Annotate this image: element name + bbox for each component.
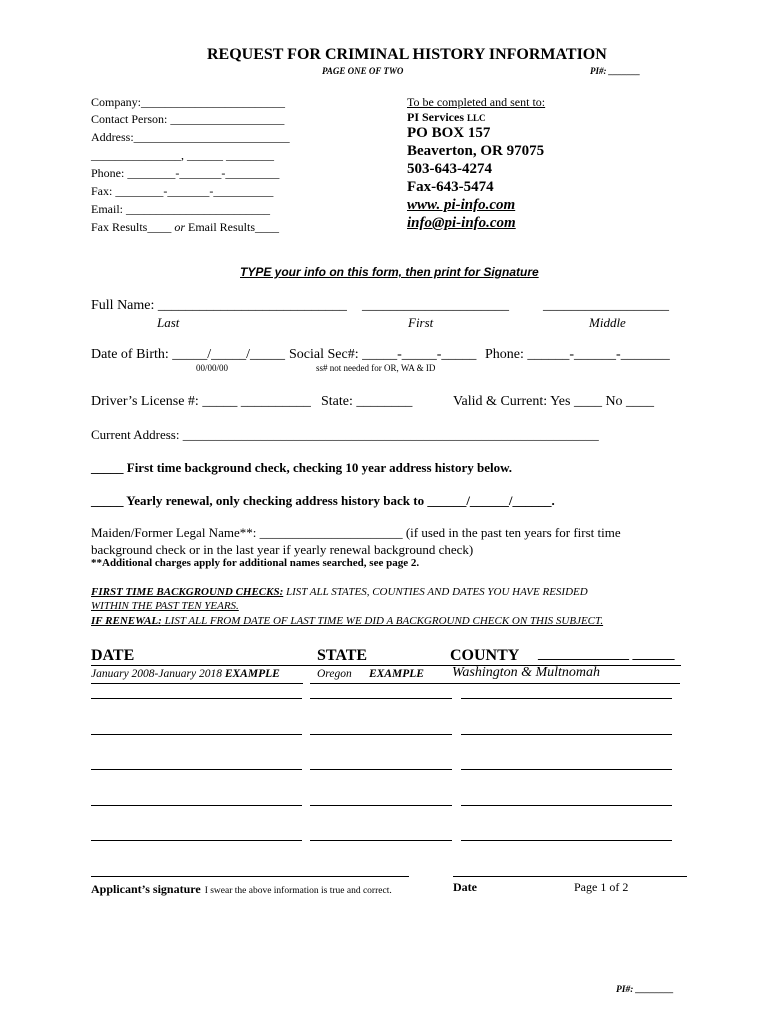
type-instruction: TYPE your info on this form, then print for Signature xyxy=(240,265,539,279)
company-field[interactable]: Company:________________________ xyxy=(91,95,285,109)
example-date-line xyxy=(91,683,303,684)
state-column-header: STATE xyxy=(317,647,368,664)
signature-label: Applicant’s signature I swear the above information is true and correct. xyxy=(91,882,392,896)
pi-number-field[interactable]: PI#: _______ xyxy=(590,66,641,76)
full-name-last-field[interactable]: Full Name: ___________________________ xyxy=(91,298,347,313)
results-preference[interactable] xyxy=(91,220,279,235)
example-state: Oregon EXAMPLE xyxy=(317,668,424,680)
full-name-middle-field[interactable]: __________________ xyxy=(543,298,669,313)
residence-date-input[interactable] xyxy=(91,769,302,770)
first-time-instruction: FIRST TIME BACKGROUND CHECKS: LIST ALL STATES, COUNTIES AND DATES YOU HAVE RESIDED xyxy=(91,586,588,598)
residence-county-input[interactable] xyxy=(461,734,672,735)
city-state: Beaverton, OR 97075 xyxy=(407,143,545,159)
residence-county-input[interactable] xyxy=(461,769,672,770)
residence-date-input[interactable] xyxy=(91,698,302,699)
county-header-underline: _____________ ______ xyxy=(538,647,675,662)
first-time-check-option[interactable]: _____ First time background check, checking 10 year address history below. xyxy=(91,460,513,475)
residence-date-input[interactable] xyxy=(91,805,302,806)
footer-pi-number[interactable]: PI#: ________ xyxy=(616,985,674,995)
residence-state-input[interactable] xyxy=(310,840,452,841)
fax-field[interactable]: Fax: ________-_______-__________ xyxy=(91,184,274,198)
office-fax: Fax-643-5474 xyxy=(407,179,494,195)
phone-field[interactable]: Phone: ________-_______-_________ xyxy=(91,166,280,180)
example-county-line xyxy=(452,683,680,684)
page-number: Page 1 of 2 xyxy=(574,880,629,894)
sent-to-label: To be completed and sent to: xyxy=(407,95,546,109)
maiden-name-note: background check or in the last year if yearly renewal background check) xyxy=(91,542,474,557)
residence-state-input[interactable] xyxy=(310,805,452,806)
first-label: First xyxy=(408,315,434,330)
residence-state-input[interactable] xyxy=(310,769,452,770)
example-date: January 2008-January 2018 EXAMPLE xyxy=(91,668,280,680)
ssn-hint: ss# not needed for OR, WA & ID xyxy=(316,363,436,373)
maiden-name-field[interactable]: Maiden/Former Legal Name**: ______________________ (if used in the past ten years for first time xyxy=(91,525,621,540)
example-state-line xyxy=(310,683,452,684)
residence-county-input[interactable] xyxy=(461,840,672,841)
renewal-instruction: IF RENEWAL: LIST ALL FROM DATE OF LAST TIME WE DID A BACKGROUND CHECK ON THIS SUBJECT. xyxy=(91,615,604,627)
date-column-header: DATE xyxy=(91,647,135,664)
residence-county-input[interactable] xyxy=(461,805,672,806)
ssn-field[interactable]: Social Sec#: _____-_____-_____ xyxy=(289,347,477,362)
email-link[interactable]: info@pi-info.com xyxy=(407,215,516,231)
signature-date-line[interactable] xyxy=(453,876,687,877)
signature-line[interactable] xyxy=(91,876,409,877)
county-column-header: COUNTY xyxy=(450,647,520,664)
email-results-option[interactable]: Email Results____ xyxy=(185,220,280,234)
or-text: or xyxy=(174,220,186,234)
yearly-renewal-option[interactable]: _____ Yearly renewal, only checking address history back to ______/______/______. xyxy=(91,493,555,508)
contact-person-field[interactable]: Contact Person: ___________________ xyxy=(91,112,285,126)
page-title: REQUEST FOR CRIMINAL HISTORY INFORMATION xyxy=(207,46,607,63)
residence-date-input[interactable] xyxy=(91,840,302,841)
office-phone: 503-643-4274 xyxy=(407,161,492,177)
example-county: Washington & Multnomah xyxy=(452,665,601,680)
residence-date-input[interactable] xyxy=(91,734,302,735)
date-label: Date xyxy=(453,880,477,894)
current-address-field[interactable]: Current Address: ________________________________________________________________ xyxy=(91,427,599,442)
page-subtitle: PAGE ONE OF TWO xyxy=(322,66,404,76)
license-state-field[interactable]: State: ________ xyxy=(321,394,413,409)
website-link[interactable]: www. pi-info.com xyxy=(407,197,516,213)
address-field[interactable]: Address:__________________________ xyxy=(91,130,290,144)
drivers-license-field[interactable]: Driver’s License #: _____ __________ xyxy=(91,394,311,409)
middle-label: Middle xyxy=(589,315,626,330)
first-time-instruction-cont: WITHIN THE PAST TEN YEARS. xyxy=(91,600,239,612)
last-label: Last xyxy=(157,315,180,330)
city-state-zip-field[interactable]: _______________, ______ ________ xyxy=(91,148,274,162)
po-box: PO BOX 157 xyxy=(407,125,491,141)
dob-hint: 00/00/00 xyxy=(196,363,229,373)
dob-field[interactable]: Date of Birth: _____/_____/_____ xyxy=(91,347,286,362)
residence-state-input[interactable] xyxy=(310,734,452,735)
residence-state-input[interactable] xyxy=(310,698,452,699)
fax-results-option[interactable]: Fax Results____ xyxy=(91,220,175,234)
company-name: PI Services LLC xyxy=(407,110,486,124)
applicant-phone-field[interactable]: Phone: ______-______-_______ xyxy=(485,347,670,362)
license-valid-field[interactable]: Valid & Current: Yes ____ No ____ xyxy=(453,394,655,409)
full-name-first-field[interactable]: _____________________ xyxy=(362,298,509,313)
email-field[interactable]: Email: ________________________ xyxy=(91,202,270,216)
residence-county-input[interactable] xyxy=(461,698,672,699)
additional-charges-note: **Additional charges apply for additional names searched, see page 2. xyxy=(91,557,420,569)
